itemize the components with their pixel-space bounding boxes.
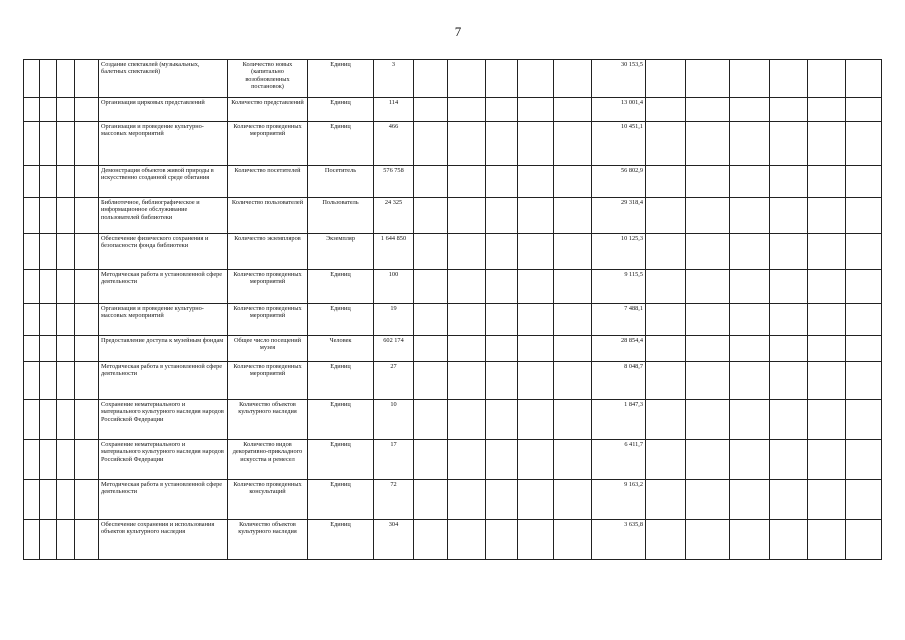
empty-cell xyxy=(24,166,40,198)
empty-cell xyxy=(40,122,57,166)
quantity-cell: 72 xyxy=(374,480,414,520)
table-row xyxy=(24,122,882,166)
empty-cell xyxy=(448,60,486,98)
empty-cell xyxy=(75,336,99,362)
empty-cell xyxy=(808,304,846,336)
empty-cell xyxy=(486,98,518,122)
empty-cell xyxy=(486,400,518,440)
empty-cell xyxy=(40,166,57,198)
empty-cell xyxy=(554,166,592,198)
quantity-cell: 576 758 xyxy=(374,166,414,198)
empty-cell xyxy=(24,304,40,336)
empty-cell xyxy=(846,304,882,336)
unit-cell: Единиц xyxy=(308,480,374,520)
empty-cell xyxy=(646,304,686,336)
unit-cell: Единиц xyxy=(308,98,374,122)
empty-cell xyxy=(846,480,882,520)
empty-cell xyxy=(414,520,448,560)
empty-cell xyxy=(808,480,846,520)
empty-cell xyxy=(646,166,686,198)
empty-cell xyxy=(686,122,730,166)
empty-cell xyxy=(808,98,846,122)
table-body xyxy=(24,60,882,560)
amount-cell: 28 854,4 xyxy=(592,336,646,362)
amount-cell: 10 451,1 xyxy=(592,122,646,166)
empty-cell xyxy=(518,60,554,98)
empty-cell xyxy=(448,520,486,560)
empty-cell xyxy=(40,304,57,336)
service-name-cell: Предоставление доступа к музейным фондам xyxy=(99,336,228,362)
empty-cell xyxy=(40,234,57,270)
empty-cell xyxy=(686,520,730,560)
empty-cell xyxy=(40,520,57,560)
service-name-cell: Демонстрация объектов живой природы в искусственно созданной среде обитания xyxy=(99,166,228,198)
amount-cell: 3 635,8 xyxy=(592,520,646,560)
table-row xyxy=(24,440,882,480)
empty-cell xyxy=(686,60,730,98)
empty-cell xyxy=(686,234,730,270)
empty-cell xyxy=(808,122,846,166)
empty-cell xyxy=(646,362,686,400)
empty-cell xyxy=(808,440,846,480)
empty-cell xyxy=(40,362,57,400)
empty-cell xyxy=(57,480,75,520)
empty-cell xyxy=(486,480,518,520)
empty-cell xyxy=(448,234,486,270)
empty-cell xyxy=(846,336,882,362)
empty-cell xyxy=(554,440,592,480)
empty-cell xyxy=(554,400,592,440)
empty-cell xyxy=(486,336,518,362)
empty-cell xyxy=(730,98,770,122)
quantity-cell: 466 xyxy=(374,122,414,166)
empty-cell xyxy=(518,304,554,336)
table-row xyxy=(24,520,882,560)
empty-cell xyxy=(57,60,75,98)
empty-cell xyxy=(730,400,770,440)
indicator-cell: Количество проведенных мероприятий xyxy=(228,122,308,166)
empty-cell xyxy=(486,122,518,166)
service-name-cell: Методическая работа в установленной сфере деятельности xyxy=(99,270,228,304)
empty-cell xyxy=(646,122,686,166)
empty-cell xyxy=(518,270,554,304)
table-row xyxy=(24,480,882,520)
table-row xyxy=(24,98,882,122)
empty-cell xyxy=(486,198,518,234)
empty-cell xyxy=(518,480,554,520)
table-row xyxy=(24,270,882,304)
empty-cell xyxy=(730,122,770,166)
empty-cell xyxy=(518,122,554,166)
empty-cell xyxy=(486,234,518,270)
empty-cell xyxy=(24,60,40,98)
empty-cell xyxy=(686,440,730,480)
empty-cell xyxy=(414,60,448,98)
table-row xyxy=(24,60,882,98)
quantity-cell: 1 644 850 xyxy=(374,234,414,270)
empty-cell xyxy=(448,362,486,400)
empty-cell xyxy=(846,440,882,480)
empty-cell xyxy=(75,234,99,270)
unit-cell: Единиц xyxy=(308,60,374,98)
quantity-cell: 27 xyxy=(374,362,414,400)
table-row xyxy=(24,198,882,234)
empty-cell xyxy=(75,270,99,304)
empty-cell xyxy=(808,362,846,400)
empty-cell xyxy=(40,198,57,234)
empty-cell xyxy=(686,362,730,400)
empty-cell xyxy=(554,122,592,166)
empty-cell xyxy=(846,98,882,122)
empty-cell xyxy=(730,362,770,400)
unit-cell: Единиц xyxy=(308,520,374,560)
amount-cell: 6 411,7 xyxy=(592,440,646,480)
indicator-cell: Количество объектов культурного наследия xyxy=(228,400,308,440)
empty-cell xyxy=(518,440,554,480)
empty-cell xyxy=(75,400,99,440)
empty-cell xyxy=(40,270,57,304)
empty-cell xyxy=(686,400,730,440)
service-name-cell: Сохранение нематериального и материального культурного наследия народов Российской Федерации xyxy=(99,440,228,480)
empty-cell xyxy=(730,166,770,198)
empty-cell xyxy=(770,122,808,166)
service-name-cell: Обеспечение сохранения и использования объектов культурного наследия xyxy=(99,520,228,560)
empty-cell xyxy=(554,234,592,270)
empty-cell xyxy=(57,362,75,400)
unit-cell: Единиц xyxy=(308,304,374,336)
empty-cell xyxy=(75,122,99,166)
empty-cell xyxy=(646,336,686,362)
empty-cell xyxy=(808,400,846,440)
table-row xyxy=(24,234,882,270)
empty-cell xyxy=(40,60,57,98)
empty-cell xyxy=(770,520,808,560)
empty-cell xyxy=(554,480,592,520)
empty-cell xyxy=(554,336,592,362)
empty-cell xyxy=(414,480,448,520)
empty-cell xyxy=(554,520,592,560)
empty-cell xyxy=(414,362,448,400)
amount-cell: 8 048,7 xyxy=(592,362,646,400)
empty-cell xyxy=(57,234,75,270)
empty-cell xyxy=(846,198,882,234)
services-table xyxy=(23,59,882,560)
indicator-cell: Общее число посещений музея xyxy=(228,336,308,362)
empty-cell xyxy=(808,198,846,234)
quantity-cell: 304 xyxy=(374,520,414,560)
service-name-cell: Организация цирковых представлений xyxy=(99,98,228,122)
empty-cell xyxy=(57,166,75,198)
indicator-cell: Количество проведенных мероприятий xyxy=(228,304,308,336)
empty-cell xyxy=(57,198,75,234)
empty-cell xyxy=(57,336,75,362)
empty-cell xyxy=(448,122,486,166)
empty-cell xyxy=(57,270,75,304)
empty-cell xyxy=(808,166,846,198)
quantity-cell: 114 xyxy=(374,98,414,122)
indicator-cell: Количество видов декоративно-прикладного искусства и ремесел xyxy=(228,440,308,480)
empty-cell xyxy=(414,440,448,480)
empty-cell xyxy=(846,60,882,98)
empty-cell xyxy=(57,122,75,166)
empty-cell xyxy=(808,270,846,304)
quantity-cell: 602 174 xyxy=(374,336,414,362)
empty-cell xyxy=(57,98,75,122)
empty-cell xyxy=(646,400,686,440)
empty-cell xyxy=(686,166,730,198)
empty-cell xyxy=(770,270,808,304)
empty-cell xyxy=(40,98,57,122)
empty-cell xyxy=(75,60,99,98)
empty-cell xyxy=(770,166,808,198)
indicator-cell: Количество новых (капитально возобновленных постановок) xyxy=(228,60,308,98)
empty-cell xyxy=(770,400,808,440)
empty-cell xyxy=(24,362,40,400)
unit-cell: Человек xyxy=(308,336,374,362)
empty-cell xyxy=(57,400,75,440)
empty-cell xyxy=(24,198,40,234)
empty-cell xyxy=(448,480,486,520)
indicator-cell: Количество объектов культурного наследия xyxy=(228,520,308,560)
empty-cell xyxy=(414,336,448,362)
empty-cell xyxy=(57,304,75,336)
unit-cell: Единиц xyxy=(308,400,374,440)
empty-cell xyxy=(448,400,486,440)
empty-cell xyxy=(730,60,770,98)
amount-cell: 10 125,3 xyxy=(592,234,646,270)
empty-cell xyxy=(646,234,686,270)
empty-cell xyxy=(518,166,554,198)
empty-cell xyxy=(414,234,448,270)
quantity-cell: 24 325 xyxy=(374,198,414,234)
empty-cell xyxy=(486,520,518,560)
empty-cell xyxy=(730,520,770,560)
service-name-cell: Методическая работа в установленной сфере деятельности xyxy=(99,362,228,400)
quantity-cell: 19 xyxy=(374,304,414,336)
empty-cell xyxy=(448,270,486,304)
service-name-cell: Создание спектаклей (музыкальных, балетных спектаклей) xyxy=(99,60,228,98)
unit-cell: Единиц xyxy=(308,362,374,400)
empty-cell xyxy=(554,198,592,234)
empty-cell xyxy=(518,336,554,362)
empty-cell xyxy=(486,440,518,480)
empty-cell xyxy=(554,304,592,336)
empty-cell xyxy=(770,480,808,520)
table-row xyxy=(24,304,882,336)
empty-cell xyxy=(448,198,486,234)
empty-cell xyxy=(846,270,882,304)
empty-cell xyxy=(646,98,686,122)
empty-cell xyxy=(646,480,686,520)
quantity-cell: 17 xyxy=(374,440,414,480)
empty-cell xyxy=(40,400,57,440)
unit-cell: Пользователь xyxy=(308,198,374,234)
indicator-cell: Количество проведенных мероприятий xyxy=(228,270,308,304)
empty-cell xyxy=(846,122,882,166)
empty-cell xyxy=(75,304,99,336)
empty-cell xyxy=(808,234,846,270)
empty-cell xyxy=(730,198,770,234)
empty-cell xyxy=(686,98,730,122)
table-row xyxy=(24,336,882,362)
empty-cell xyxy=(24,440,40,480)
indicator-cell: Количество пользователей xyxy=(228,198,308,234)
service-name-cell: Методическая работа в установленной сфере деятельности xyxy=(99,480,228,520)
amount-cell: 9 163,2 xyxy=(592,480,646,520)
service-name-cell: Обеспечение физического сохранения и безопасности фонда библиотеки xyxy=(99,234,228,270)
table-row xyxy=(24,362,882,400)
indicator-cell: Количество экземпляров xyxy=(228,234,308,270)
unit-cell: Единиц xyxy=(308,270,374,304)
empty-cell xyxy=(414,270,448,304)
empty-cell xyxy=(75,166,99,198)
empty-cell xyxy=(730,270,770,304)
empty-cell xyxy=(40,440,57,480)
empty-cell xyxy=(75,440,99,480)
service-name-cell: Библиотечное, библиографическое и информационное обслуживание пользователей библиотеки xyxy=(99,198,228,234)
empty-cell xyxy=(646,520,686,560)
quantity-cell: 10 xyxy=(374,400,414,440)
quantity-cell: 100 xyxy=(374,270,414,304)
empty-cell xyxy=(770,440,808,480)
empty-cell xyxy=(486,304,518,336)
empty-cell xyxy=(75,362,99,400)
quantity-cell: 3 xyxy=(374,60,414,98)
empty-cell xyxy=(24,234,40,270)
empty-cell xyxy=(75,520,99,560)
empty-cell xyxy=(554,98,592,122)
indicator-cell: Количество проведенных мероприятий xyxy=(228,362,308,400)
empty-cell xyxy=(846,520,882,560)
empty-cell xyxy=(686,270,730,304)
empty-cell xyxy=(24,122,40,166)
unit-cell: Единиц xyxy=(308,440,374,480)
table-row xyxy=(24,400,882,440)
empty-cell xyxy=(554,60,592,98)
unit-cell: Экземпляр xyxy=(308,234,374,270)
empty-cell xyxy=(486,362,518,400)
empty-cell xyxy=(24,270,40,304)
empty-cell xyxy=(75,480,99,520)
empty-cell xyxy=(448,336,486,362)
empty-cell xyxy=(518,98,554,122)
empty-cell xyxy=(770,198,808,234)
service-name-cell: Организация и проведение культурно-массовых мероприятий xyxy=(99,122,228,166)
amount-cell: 1 847,3 xyxy=(592,400,646,440)
empty-cell xyxy=(808,336,846,362)
empty-cell xyxy=(686,336,730,362)
amount-cell: 29 318,4 xyxy=(592,198,646,234)
empty-cell xyxy=(24,336,40,362)
empty-cell xyxy=(686,304,730,336)
unit-cell: Посетитель xyxy=(308,166,374,198)
empty-cell xyxy=(686,198,730,234)
empty-cell xyxy=(414,98,448,122)
empty-cell xyxy=(770,336,808,362)
amount-cell: 56 802,9 xyxy=(592,166,646,198)
empty-cell xyxy=(518,520,554,560)
empty-cell xyxy=(75,98,99,122)
amount-cell: 9 115,5 xyxy=(592,270,646,304)
empty-cell xyxy=(646,440,686,480)
service-name-cell: Организация и проведение культурно-массовых мероприятий xyxy=(99,304,228,336)
empty-cell xyxy=(730,480,770,520)
empty-cell xyxy=(518,362,554,400)
page-number: 7 xyxy=(454,24,462,39)
empty-cell xyxy=(24,520,40,560)
empty-cell xyxy=(518,234,554,270)
empty-cell xyxy=(808,520,846,560)
empty-cell xyxy=(448,304,486,336)
empty-cell xyxy=(448,166,486,198)
empty-cell xyxy=(24,400,40,440)
empty-cell xyxy=(448,98,486,122)
service-name-cell: Сохранение нематериального и материального культурного наследия народов Российской Федерации xyxy=(99,400,228,440)
empty-cell xyxy=(414,122,448,166)
empty-cell xyxy=(518,400,554,440)
empty-cell xyxy=(24,480,40,520)
empty-cell xyxy=(646,60,686,98)
empty-cell xyxy=(448,440,486,480)
amount-cell: 13 001,4 xyxy=(592,98,646,122)
indicator-cell: Количество проведенных консультаций xyxy=(228,480,308,520)
empty-cell xyxy=(770,304,808,336)
empty-cell xyxy=(808,60,846,98)
empty-cell xyxy=(57,520,75,560)
empty-cell xyxy=(554,270,592,304)
table-row xyxy=(24,166,882,198)
empty-cell xyxy=(846,234,882,270)
empty-cell xyxy=(770,362,808,400)
empty-cell xyxy=(414,400,448,440)
empty-cell xyxy=(554,362,592,400)
empty-cell xyxy=(40,336,57,362)
empty-cell xyxy=(518,198,554,234)
empty-cell xyxy=(646,270,686,304)
empty-cell xyxy=(846,166,882,198)
empty-cell xyxy=(486,60,518,98)
empty-cell xyxy=(730,336,770,362)
empty-cell xyxy=(770,60,808,98)
empty-cell xyxy=(846,362,882,400)
empty-cell xyxy=(24,98,40,122)
unit-cell: Единиц xyxy=(308,122,374,166)
amount-cell: 7 488,1 xyxy=(592,304,646,336)
empty-cell xyxy=(770,234,808,270)
empty-cell xyxy=(686,480,730,520)
empty-cell xyxy=(486,270,518,304)
empty-cell xyxy=(75,198,99,234)
empty-cell xyxy=(846,400,882,440)
empty-cell xyxy=(730,440,770,480)
empty-cell xyxy=(730,234,770,270)
empty-cell xyxy=(414,304,448,336)
indicator-cell: Количество посетителей xyxy=(228,166,308,198)
amount-cell: 30 153,5 xyxy=(592,60,646,98)
empty-cell xyxy=(486,166,518,198)
empty-cell xyxy=(770,98,808,122)
empty-cell xyxy=(646,198,686,234)
empty-cell xyxy=(414,198,448,234)
empty-cell xyxy=(414,166,448,198)
empty-cell xyxy=(40,480,57,520)
empty-cell xyxy=(57,440,75,480)
empty-cell xyxy=(730,304,770,336)
indicator-cell: Количество представлений xyxy=(228,98,308,122)
